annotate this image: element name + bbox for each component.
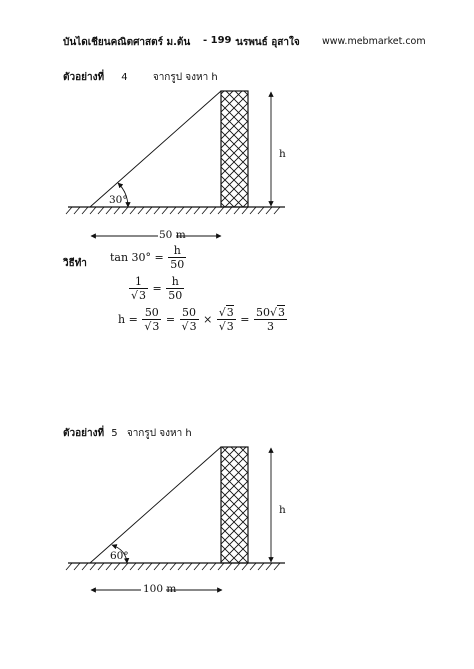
equals-sign: = [152,282,162,295]
equals-sign: = [240,313,250,326]
example5-prompt: จากรูป จงหา h [126,428,192,439]
equals-sign: = [165,313,176,326]
solution-line-2 [128,276,185,302]
hatch-mark [114,563,120,570]
hatch-mark [66,207,72,214]
sqrt-sign: √ [218,306,226,319]
denominator [180,320,199,333]
sight-line [90,447,221,563]
example4-heading [63,70,218,85]
example4-distance-label: 50 m [159,229,186,241]
hatch-mark [74,207,80,214]
denominator [217,320,236,333]
hatch-mark [122,563,128,570]
hatch-mark [66,563,72,570]
hatch-mark [242,563,248,570]
hatch-mark [98,207,104,214]
hatch-mark [162,563,168,570]
hatch-mark [130,563,136,570]
numerator [254,307,287,320]
sqrt-sign: √ [144,320,152,333]
times-sign: × [203,313,213,326]
hatch-mark [130,207,136,214]
hatch-mark [266,207,272,214]
fraction-h-over-50 [166,276,184,302]
example5-distance-label: 100 m [143,583,177,595]
numerator: 1 [129,276,148,289]
example5-heading [63,426,192,441]
hatch-mark [138,563,144,570]
hatch-mark [90,563,96,570]
hatch-mark [218,563,224,570]
hatch-mark [82,563,88,570]
hatch-mark [162,207,168,214]
denominator: 50 [170,258,185,271]
hatch-mark [170,207,176,214]
hatch-mark [250,563,256,570]
radicand: 3 [152,320,160,333]
hatch-mark [194,207,200,214]
hatch-mark [210,563,216,570]
numerator: h [168,245,186,258]
hatch-mark [154,563,160,570]
hatch-mark [258,563,264,570]
sqrt-sign: √ [270,306,278,319]
denominator [142,320,161,333]
hatch-mark [242,207,248,214]
hatch-mark [202,563,208,570]
website-url: www.mebmarket.com [322,36,426,47]
hatch-mark [274,207,280,214]
solution-line-3 [118,307,288,333]
hatch-mark [170,563,176,570]
hatch-mark [90,207,96,214]
fraction-h-over-50 [168,245,186,271]
hatch-mark [178,563,184,570]
hatch-mark [226,207,232,214]
example5-height-label: h [279,504,286,516]
hatch-mark [82,207,88,214]
hatch-mark [106,563,112,570]
radicand: 3 [226,320,234,333]
example4-diagram [66,91,285,236]
hatch-mark [258,207,264,214]
hatch-mark [250,207,256,214]
numerator: 50 [142,307,161,320]
hatch-mark [106,207,112,214]
hatch-mark [274,563,280,570]
hatch-mark [186,207,192,214]
author-name: นรพนธ์ อุสาใจ [236,37,300,48]
solution-label: วิธีทำ [63,258,87,269]
tower [221,91,248,207]
hatch-mark [138,207,144,214]
example4-prompt: จากรูป จงหา h [152,72,218,83]
coefficient: 50 [256,306,271,319]
denominator [129,289,148,302]
hatch-mark [122,207,128,214]
denominator: 50 [168,289,183,302]
radicand: 3 [189,320,197,333]
fraction-50root3-over-3 [254,307,287,333]
example5-number: 5 [111,428,118,439]
example5-label: ตัวอย่างที่ [63,428,105,439]
hatch-mark [194,563,200,570]
denominator: 3 [267,320,275,333]
example4-height-label: h [279,148,286,160]
tower [221,447,248,563]
hatch-mark [210,207,216,214]
hatch-mark [234,207,240,214]
hatch-mark [266,563,272,570]
hatch-mark [98,563,104,570]
example4-number: 4 [121,72,128,83]
radicand: 3 [226,306,234,319]
numerator: 50 [180,307,199,320]
hatch-mark [154,207,160,214]
page-number: - 199 - [203,35,240,46]
example4-label: ตัวอย่างที่ [63,72,105,83]
hatch-mark [146,563,152,570]
hatch-mark [74,563,80,570]
sight-line [90,91,221,207]
example4-angle-label: 30° [109,194,128,206]
example5-angle-label: 60° [110,550,129,562]
hatch-mark [234,563,240,570]
hatch-mark [226,563,232,570]
sqrt-sign: √ [131,289,139,302]
ground-hatching [66,207,280,214]
hatch-mark [186,563,192,570]
numerator: h [166,276,184,289]
hatch-mark [178,207,184,214]
fraction-1-over-root3 [129,276,148,302]
solution-line-1 [110,245,187,271]
fraction-root3-over-root3 [217,307,236,333]
hatch-mark [202,207,208,214]
book-title: บันไดเชียนคณิตศาสตร์ ม.ต้น [63,37,191,48]
hatch-mark [114,207,120,214]
h-equals: h = [118,313,138,326]
ground-hatching [66,563,280,570]
fraction-50-over-root3 [180,307,199,333]
sqrt-sign: √ [181,320,189,333]
radicand: 3 [139,289,147,302]
tan-expression: tan 30° = [110,251,164,264]
fraction-50-over-root3 [142,307,161,333]
radicand: 3 [278,306,286,319]
sqrt-sign: √ [218,320,226,333]
hatch-mark [146,207,152,214]
hatch-mark [218,207,224,214]
example5-diagram [66,447,285,590]
